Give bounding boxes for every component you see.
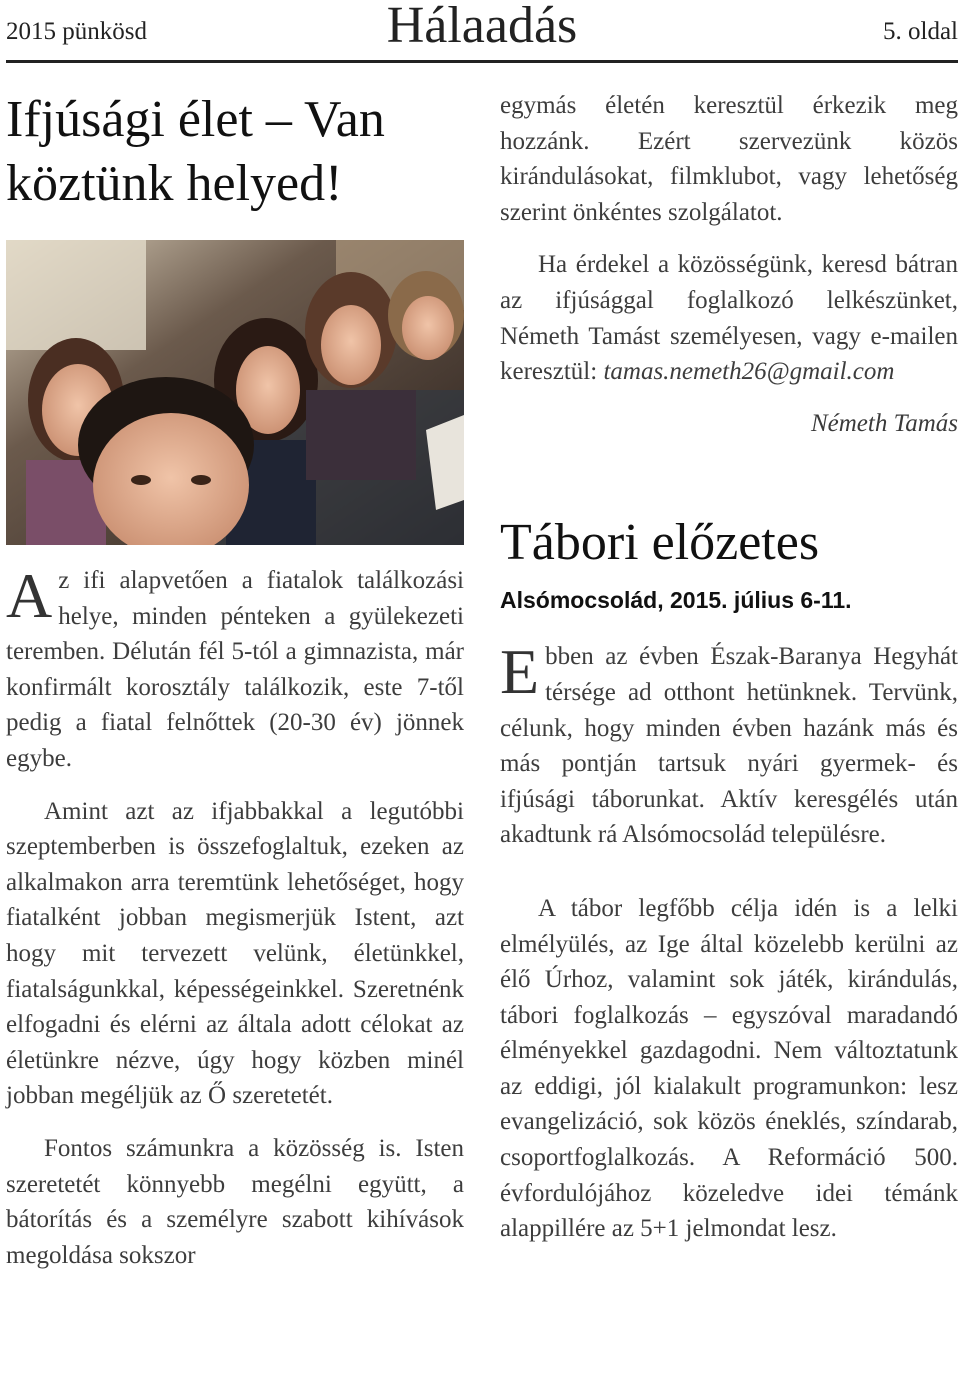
left-column (6, 88, 464, 1273)
right-column (500, 88, 958, 1247)
page-number: 5. oldal (883, 18, 958, 45)
article1-paragraph-4-text: Ha érdekel a közösségünk, keresd bátran az ifjúsággal foglalkozó lelkészünket, Németh Tamást személyesen, vagy e-mailen keresztül: (500, 251, 958, 386)
article1-paragraph-2: Amint azt az ifjabbakkal a legutóbbi szeptemberben is összefoglaltuk, ezeken az alkalmakon arra teremtünk lehetőséget, hogy fiatalként jobban megismerjük Istent, azt hogy mit tervezett velünk, életünkkel, fiatalságunkkal, képességeinkkel. Szeretnénk elfogadni és elérni az általa adott célokat az életünkre nézve, úgy hogy közben minél jobban megéljük az Ő szeretetét. (6, 797, 464, 1110)
article1-paragraph-1-text: z ifi alapvetően a fiatalok találkozási helye, minden pénteken a gyülekezeti teremben. Délután fél 5-tól a gimnazista, már konfirmált korosztály találkozik, este 7-től pedig a fiatal felnőttek (20-30 év) jönnek egybe. (6, 567, 464, 772)
header-rule (6, 60, 958, 63)
page-header (6, 0, 958, 60)
photo-illustration (6, 240, 464, 545)
article2-paragraph-2: A tábor legfőbb célja idén is a lelki elmélyülés, az Ige által közelebb kerülni az élő Úrhoz, valamint sok játék, kirándulás, tábori foglalkozás – egyszóval maradandó élményekkel gazdagodni. Nem változtatunk az eddigi, jól kialakult programunkon: lesz evangelizáció, sok közös éneklés, színdarab, csoportfoglalkozás. A Reformáció 500. évfordulójához közeledve idei témánk alappillére az 5+1 jelmondat lesz. (500, 894, 958, 1243)
youth-group-photo (6, 240, 464, 545)
article2-paragraph-1-text: bben az évben Észak-Baranya Hegyhát térsége ad otthont hetünknek. Tervünk, célunk, hogy minden évben hazánk más és más pontján tartsuk nyári gyermek- és ifjúsági táborunkat. Aktív keresgélés után akadtunk rá Alsómocsolád településre. (500, 643, 958, 849)
section-title: Tábori előzetes (500, 514, 820, 572)
article-title-line2: köztünk helyed! (6, 155, 343, 212)
dropcap-a: A (6, 560, 53, 631)
article1-paragraph-3: Fontos számunkra a közösség is. Isten szeretetét könnyebb megélni együtt, a bátorítás és a személyre szabott kihívások megoldása sokszor (6, 1134, 464, 1269)
dropcap-e: E (500, 636, 540, 708)
section-subtitle: Alsómocsolád, 2015. július 6-11. (500, 587, 852, 614)
article-title-line1: Ifjúsági élet – Van (6, 91, 385, 148)
newsletter-title: Hálaadás (386, 0, 578, 54)
article2-paragraph-1 (500, 636, 958, 853)
author-signature: Németh Tamás (810, 409, 958, 437)
article1-paragraph-1 (6, 560, 464, 777)
article1-paragraph-4 (500, 247, 958, 389)
article-title (6, 88, 464, 216)
contact-email-link[interactable]: tamas.nemeth26@gmail.com (603, 358, 895, 386)
article1-paragraph-3-continued: egymás életén keresztül érkezik meg hozzánk. Ezért szervezünk közös kirándulásokat, filmklubot, vagy lehetőség szerint önkéntes szolgálatot. (500, 92, 958, 226)
issue-date: 2015 pünkösd (6, 18, 147, 45)
